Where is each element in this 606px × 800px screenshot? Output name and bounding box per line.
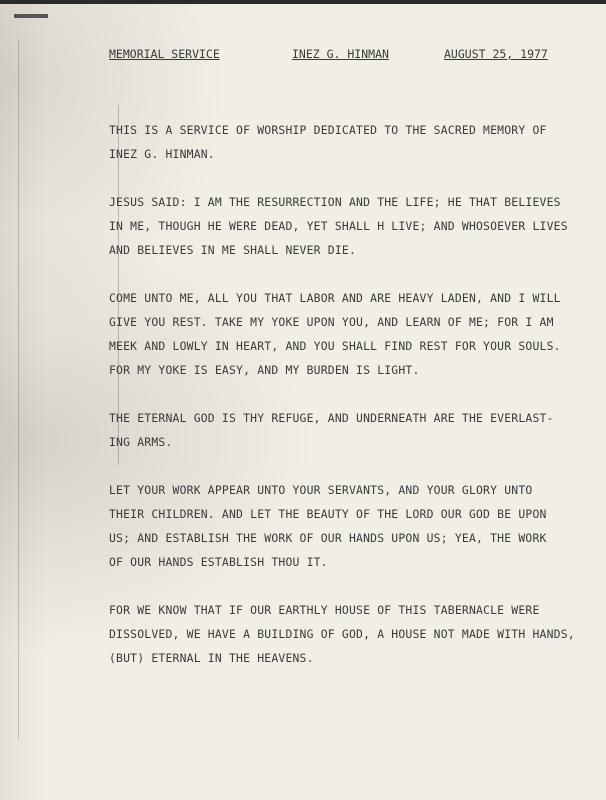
paragraph-let-your-work: LET YOUR WORK APPEAR UNTO YOUR SERVANTS, AND YOUR GLORY UNTO THEIR CHILDREN. AND LET THE BEAUTY OF THE LORD OUR GOD BE UPON US; AND ESTABLISH THE WORK OF OUR HANDS UPON US; YEA, THE WORK OF OUR HANDS ESTABLISH THOU IT. [109, 483, 547, 569]
binding-margin [18, 40, 45, 740]
header-name: INEZ G. HINMAN [292, 47, 389, 61]
page-top-edge [0, 0, 606, 4]
paragraph-come-unto-me: COME UNTO ME, ALL YOU THAT LABOR AND ARE HEAVY LADEN, AND I WILL GIVE YOU REST. TAKE MY YOKE UPON YOU, AND LEARN OF ME; FOR I AM MEEK AND LOWLY IN HEART, AND YOU SHALL FIND REST FOR YOUR SOULS. FOR MY YOKE IS EASY, AND MY BURDEN IS LIGHT. [109, 291, 561, 377]
header-date: AUGUST 25, 1977 [444, 47, 548, 61]
service-text [109, 118, 589, 694]
staple-mark [14, 14, 48, 18]
paragraph-we-know: FOR WE KNOW THAT IF OUR EARTHLY HOUSE OF THIS TABERNACLE WERE DISSOLVED, WE HAVE A BUILDING OF GOD, A HOUSE NOT MADE WITH HANDS, (BUT) ETERNAL IN THE HEAVENS. [109, 603, 575, 665]
paragraph-resurrection: JESUS SAID: I AM THE RESURRECTION AND THE LIFE; HE THAT BELIEVES IN ME, THOUGH HE WERE DEAD, YET SHALL H LIVE; AND WHOSOEVER LIVES AND BELIEVES IN ME SHALL NEVER DIE. [109, 195, 568, 257]
page-header [109, 47, 554, 65]
paragraph-dedication: THIS IS A SERVICE OF WORSHIP DEDICATED TO THE SACRED MEMORY OF INEZ G. HINMAN. [109, 123, 547, 161]
paragraph-eternal-god: THE ETERNAL GOD IS THY REFUGE, AND UNDERNEATH ARE THE EVERLAST- ING ARMS. [109, 411, 554, 449]
header-title: MEMORIAL SERVICE [109, 47, 220, 61]
